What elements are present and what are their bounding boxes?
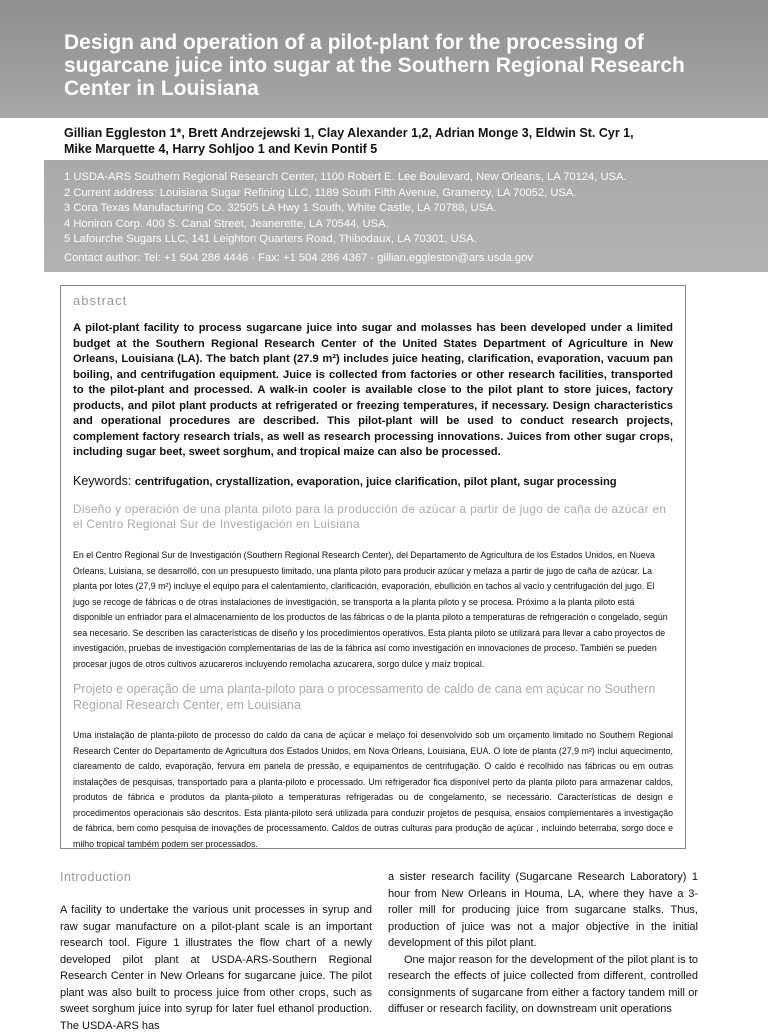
affiliation-2: 2 Current address: Louisiana Sugar Refining LLC, 1189 South Fifth Avenue, Gramercy, LA 70052, USA. [64,186,577,199]
spanish-abstract: En el Centro Regional Sur de Investigación (Southern Regional Research Center), del Departamento de Agricultura de los Estados Unidos, en Nueva Orleans, Luisiana, se desarrolló, con un presupuesto limitado, una planta piloto para producir azúcar y melaza a partir de jugo de caña de azúcar. La planta por lotes (27,9 m²) incluye el equipo para el calentamiento, clarificación, evaporación, ebullición en tachos al vacío y centrifugación del jugo. El jugo se recoge de fábricas o de otras instalaciones de investigación, se transporta a la planta piloto y se procesa. Próximo a la planta piloto está disponible un enfriador para el almacenamiento de los productos de las fábricas o de la planta piloto a temperaturas de refrigeración o congelado, según sea necesario. Se describen las características de diseño y los procedimientos operativos. Esta planta piloto se utilizará para llevar a cabo proyectos de investigación, pruebas de investigación complementarias de las de la fábrica así como investigación en innovaciones de proceso. También se pueden procesar jugos de otros cultivos azucareros incluyendo remolacha azucarera, sorgo dulce y maíz tropical. [73,550,668,669]
introduction-heading: Introduction [60,870,132,884]
affiliation-1: 1 USDA-ARS Southern Regional Research Center, 1100 Robert E. Lee Boulevard, New Orleans, LA 70124, USA. [64,171,627,183]
keywords [73,473,673,490]
author-list [64,125,714,157]
keywords-value: centrifugation, crystallization, evaporation, juice clarification, pilot plant, sugar processing [134,476,617,488]
affiliation-list [64,170,704,266]
article-title: Design and operation of a pilot-plant for the processing of sugarcane juice into sugar at the Southern Regional Research Center in Louisiana [64,31,685,100]
introduction-paragraph: a sister research facility (Sugarcane Research Laboratory) 1 hour from New Orleans in Houma, LA, where they have a 3-roller mill for producing juice from sugarcane stalks. Thus, production of juice was not a major objective in the initial development of this pilot plant. [388,871,698,949]
affiliation-5: 5 Lafourche Sugars LLC, 141 Leighton Quarters Road, Thibodaux, LA 70301, USA. [64,233,477,245]
abstract-heading: abstract [73,293,128,308]
affiliation-4: 4 Honiron Corp. 400 S. Canal Street, Jeanerette, LA 70544, USA. [64,217,389,230]
portuguese-abstract: Uma instalação de planta-piloto de processo do caldo da cana de açúcar e melaço foi desenvolvido sob um orçamento limitado no Southern Regional Research Center do Departamento de Agricultura dos Estados Unidos, em Nova Orleans, Louisiana, EUA. O lote de planta (27,9 m²) inclui aquecimento, clareamento de caldo, evaporação, fervura em panela de pressão, e equipamentos de centrifugação. O caldo é recolhido nas fábricas ou em outras instalações de pesquisas, transportado para a planta-piloto e processado. Um refrigerador fica disponível perto da planta piloto para armazenar caldos, produtos de fábrica e produtos da planta-piloto a temperaturas refrigeradas ou de congelamento, se necessário. Características de design e procedimentos operacionais são descritos. Esta planta-piloto será utilizada para conduzir projetos de pesquisa, ensaios complementares a investigação de fábrica, bem como pesquisa de inovações de processamento. Caldos de outras culturas para produção de açúcar , incluindo beterraba, sorgo doce e milho tropical também podem ser processados. [73,730,673,849]
author-line-1: Gillian Eggleston 1*, Brett Andrzejewski 1, Clay Alexander 1,2, Adrian Monge 3, Eldwin St. Cyr 1, [64,126,634,140]
portuguese-title: Projeto e operação de uma planta-piloto para o processamento de caldo de cana em açúcar no Southern Regional Research Center, em Louisiana [73,682,656,712]
keywords-label: Keywords: [73,474,132,488]
abstract-text: A pilot-plant facility to process sugarcane juice into sugar and molasses has been developed under a limited budget at the Southern Regional Research Center of the United States Department of Agriculture in New Orleans, Louisiana (LA). The batch plant (27.9 m²) includes juice heating, clarification, evaporation, vacuum pan boiling, and centrifugation equipment. Juice is collected from factories or other research facilities, transported to the pilot-plant and processed. A walk-in cooler is available close to the pilot plant to store juices, factory products, and pilot plant products at refrigerated or freezing temperatures, if necessary. Design characteristics and operational procedures are described. This pilot-plant will be used to conduct research projects, complement factory research trials, as well as research processing innovations. Juices from other sugar crops, including sugar beet, sweet sorghum, and tropical maize can also be processed. [73,322,673,458]
introduction-paragraph: One major reason for the development of the pilot plant is to research the effects of juice collected from different, controlled consignments of sugarcane from either a factory tandem mill or diffuser or research facility, on downstream unit operations [388,953,698,1015]
contact-author: Contact author: Tel: +1 504 286 4446 · Fax: +1 504 286 4367 · gillian.eggleston@ars.usda.gov [64,251,533,264]
author-line-2: Mike Marquette 4, Harry Sohljoo 1 and Kevin Pontif 5 [64,142,378,156]
affiliation-3: 3 Cora Texas Manufacturing Co. 32505 LA Hwy 1 South, White Castle, LA 70788, USA. [64,202,497,214]
introduction-right-column [388,869,698,1018]
introduction-left-column: A facility to undertake the various unit processes in syrup and raw sugar manufacture on a pilot-plant scale is an important research tool. Figure 1 illustrates the flow chart of a newly developed pilot plant at USDA-ARS-Southern Regional Research Center in New Orleans for sugarcane juice. The pilot plant was also built to process juice from other crops, such as sweet sorghum juice into syrup for later fuel ethanol production. The USDA-ARS has [60,904,372,1032]
spanish-title: Diseño y operación de una planta piloto para la producción de azúcar a partir de jugo de caña de azúcar en el Centro Regional Sur de Investigación en Luisiana [73,502,667,531]
